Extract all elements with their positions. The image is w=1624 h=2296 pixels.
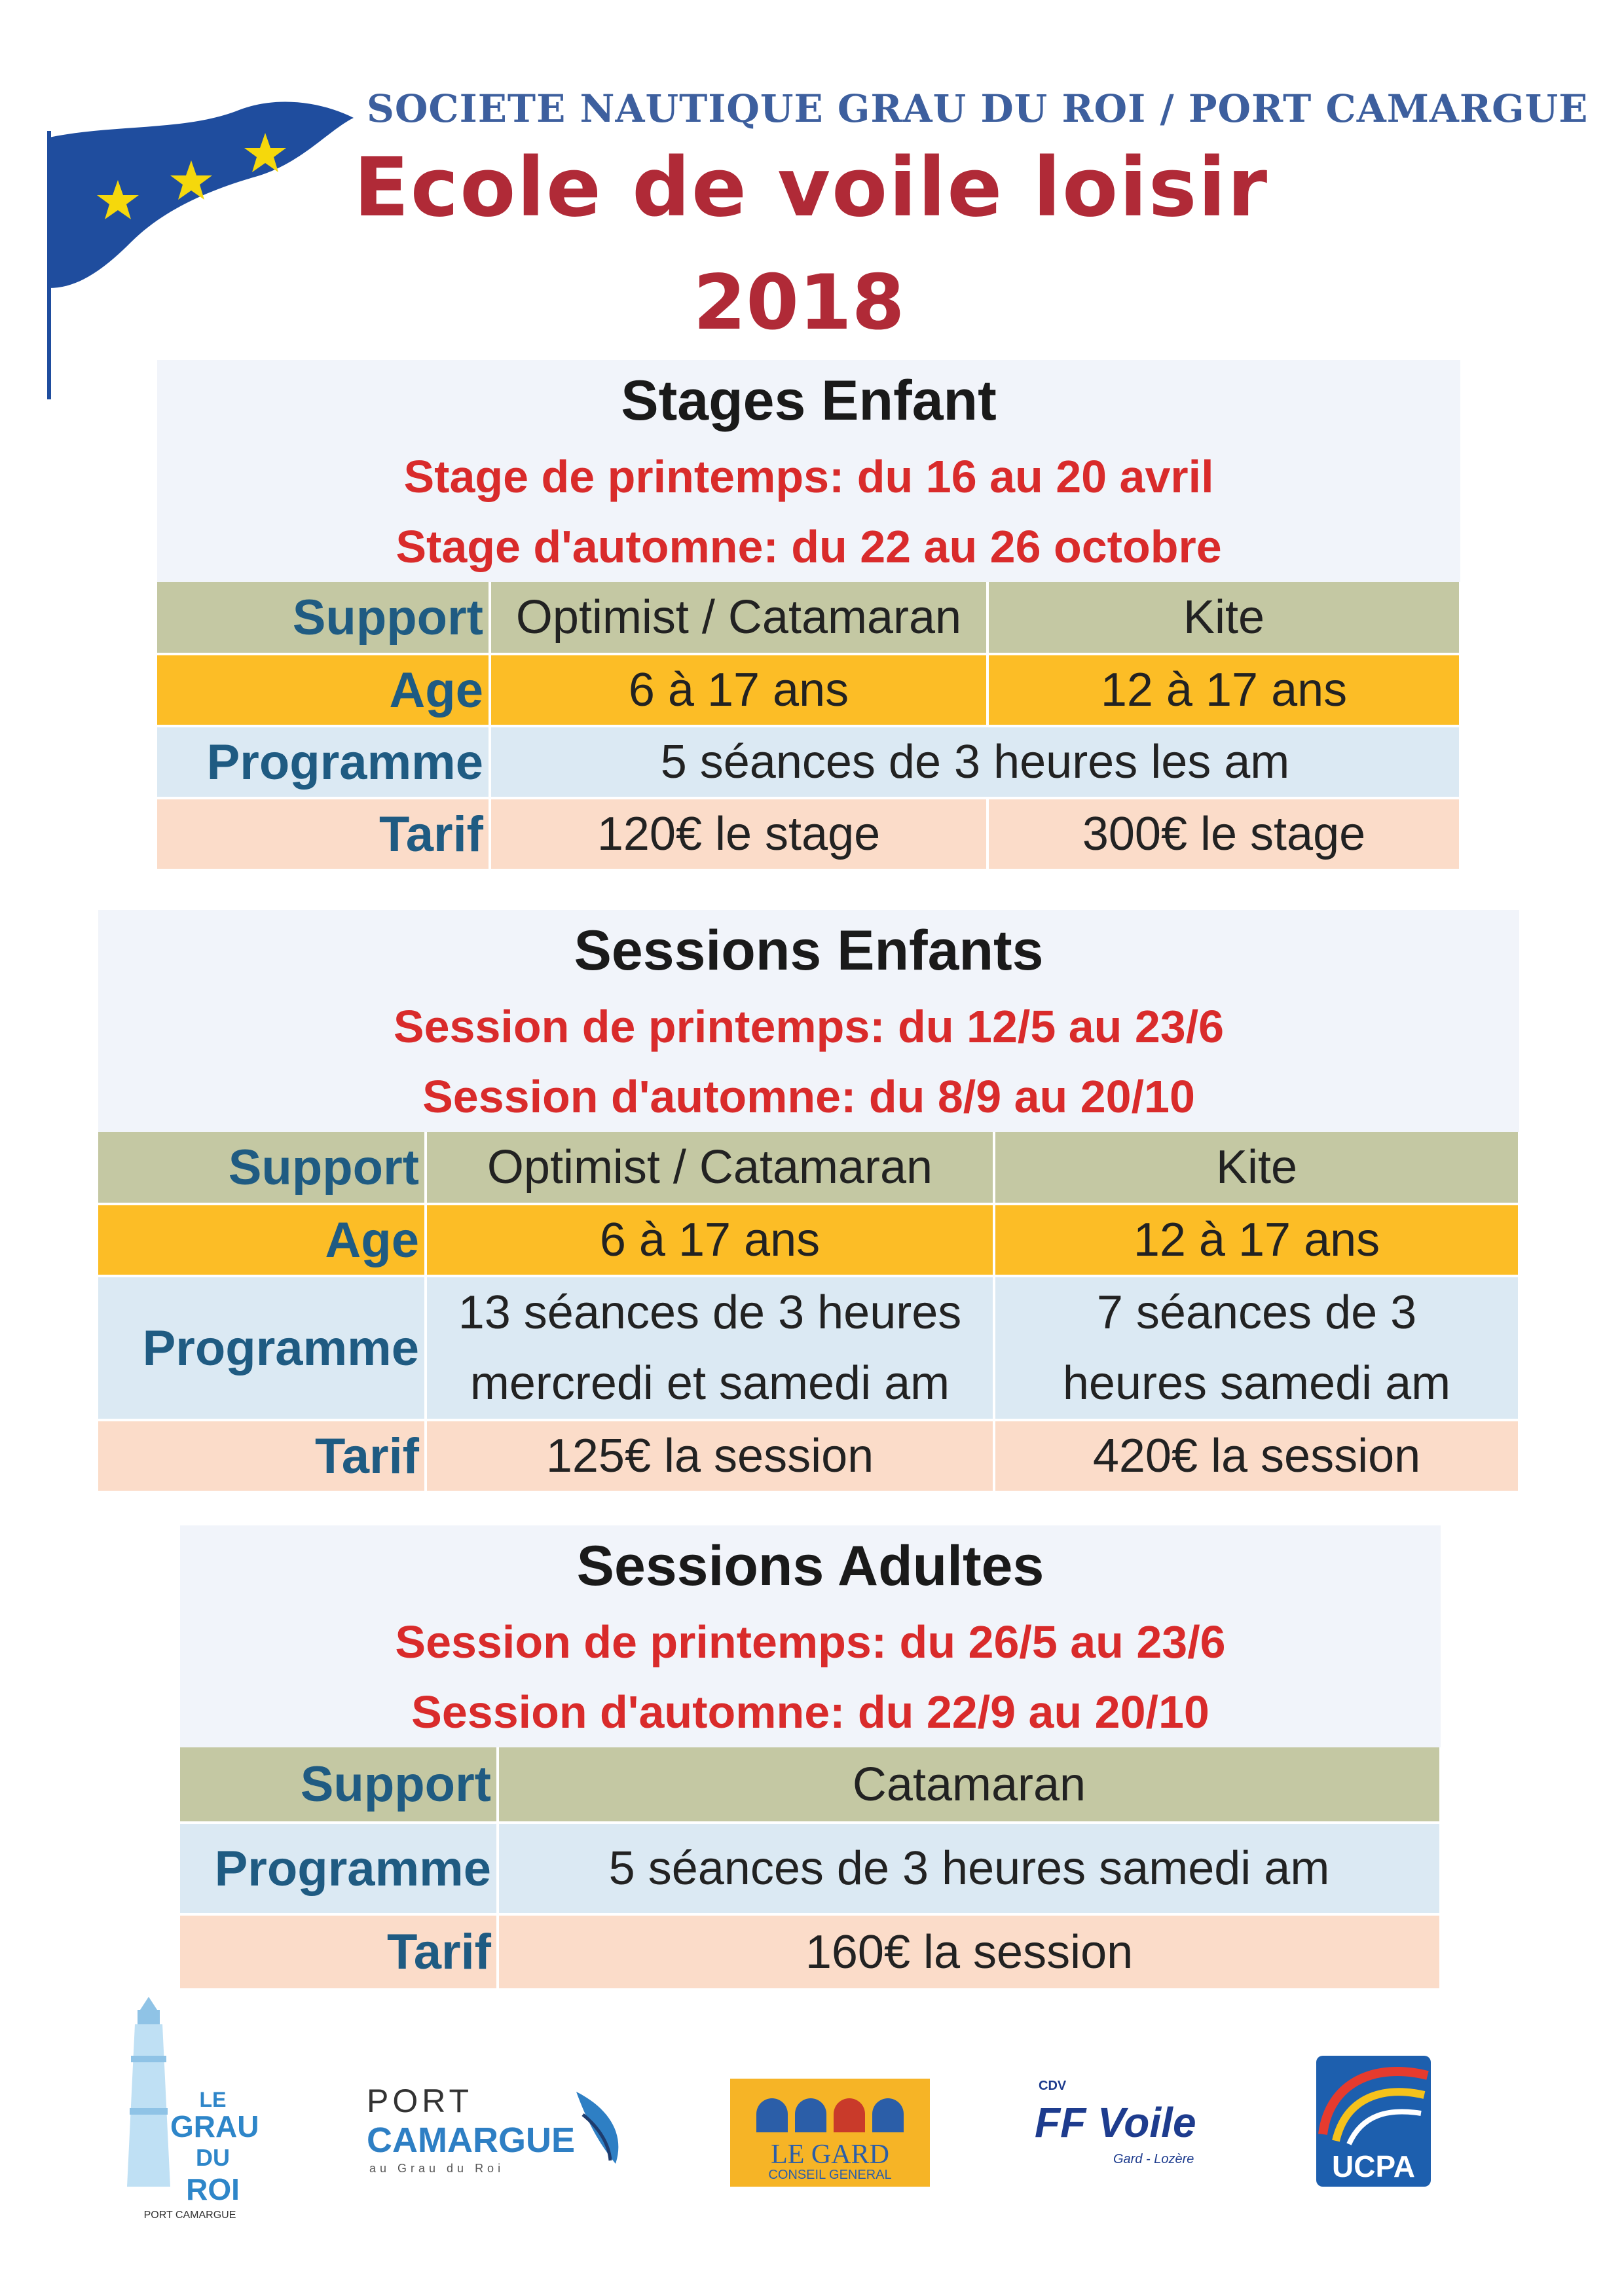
section-sessions-enfants bbox=[98, 910, 1519, 1493]
programme-line: mercredi et samedi am bbox=[470, 1357, 950, 1410]
table-row bbox=[180, 1914, 1441, 1990]
tarif-value: 420€ la session bbox=[994, 1420, 1519, 1492]
row-label-support: Support bbox=[180, 1747, 498, 1823]
table-row bbox=[157, 582, 1460, 654]
programme-line: 7 séances de 3 bbox=[1096, 1286, 1417, 1339]
logo-caption: Gard - Lozère bbox=[1113, 2152, 1194, 2166]
row-label-age: Age bbox=[157, 654, 490, 726]
logo-line: FF Voile bbox=[1035, 2099, 1196, 2146]
table-row bbox=[180, 1823, 1441, 1914]
age-value: 6 à 17 ans bbox=[490, 654, 987, 726]
tarif-value: 160€ la session bbox=[498, 1914, 1441, 1990]
table-row bbox=[98, 1276, 1519, 1420]
support-value: Kite bbox=[994, 1132, 1519, 1204]
row-label-programme: Programme bbox=[157, 726, 490, 798]
spring-dates: Stage de printemps: du 16 au 20 avril bbox=[403, 451, 1214, 502]
logo-line: LE bbox=[199, 2088, 227, 2111]
sail-icon bbox=[563, 2088, 629, 2167]
autumn-dates: Stage d'automne: du 22 au 26 octobre bbox=[396, 521, 1222, 572]
logo-line: UCPA bbox=[1332, 2149, 1415, 2183]
row-label-tarif: Tarif bbox=[180, 1914, 498, 1990]
logo-caption: PORT CAMARGUE bbox=[143, 2210, 236, 2221]
tarif-value: 120€ le stage bbox=[490, 798, 987, 870]
section-title: Sessions Adultes bbox=[576, 1535, 1044, 1597]
stages-enfant-table bbox=[157, 582, 1462, 871]
spring-dates: Session de printemps: du 26/5 au 23/6 bbox=[395, 1616, 1226, 1667]
spring-dates: Session de printemps: du 12/5 au 23/6 bbox=[393, 1001, 1225, 1052]
logo-ucpa bbox=[1316, 2056, 1431, 2187]
year-heading bbox=[0, 259, 1624, 347]
programme-line: 13 séances de 3 heures bbox=[458, 1286, 962, 1339]
table-row bbox=[157, 654, 1460, 726]
programme-value bbox=[994, 1276, 1519, 1420]
logo-line: LE GARD bbox=[771, 2140, 889, 2170]
row-label-support: Support bbox=[98, 1132, 426, 1204]
logo-ffvoile bbox=[1035, 2079, 1205, 2177]
tarif-value: 300€ le stage bbox=[987, 798, 1460, 870]
logo-line: CONSEIL GENERAL bbox=[768, 2168, 892, 2182]
section-stages-enfant bbox=[157, 360, 1460, 871]
row-label-support: Support bbox=[157, 582, 490, 654]
sessions-enfants-table bbox=[98, 1132, 1521, 1493]
support-value: Kite bbox=[987, 582, 1460, 654]
programme-value: 5 séances de 3 heures samedi am bbox=[498, 1823, 1441, 1914]
logo-line: CAMARGUE bbox=[367, 2121, 575, 2160]
section-sessions-adultes bbox=[180, 1525, 1441, 1991]
logo-line: ROI bbox=[186, 2172, 240, 2206]
logo-line: PORT bbox=[367, 2083, 473, 2119]
year-text: 2018 bbox=[693, 259, 905, 347]
section-header bbox=[98, 910, 1519, 1132]
age-value: 12 à 17 ans bbox=[994, 1204, 1519, 1276]
page-title: Ecole de voile loisir bbox=[354, 141, 1269, 235]
programme-line: heures samedi am bbox=[1062, 1357, 1451, 1410]
programme-value bbox=[426, 1276, 994, 1420]
table-row bbox=[157, 798, 1460, 870]
arches-icon bbox=[756, 2098, 904, 2132]
logo-line: CDV bbox=[1039, 2079, 1067, 2093]
section-header bbox=[157, 360, 1460, 582]
table-row bbox=[180, 1747, 1441, 1823]
programme-value: 5 séances de 3 heures les am bbox=[490, 726, 1460, 798]
table-row bbox=[157, 726, 1460, 798]
row-label-tarif: Tarif bbox=[98, 1420, 426, 1492]
sessions-adultes-table bbox=[180, 1747, 1442, 1991]
table-row bbox=[98, 1420, 1519, 1492]
age-value: 12 à 17 ans bbox=[987, 654, 1460, 726]
logo-caption: au Grau du Roi bbox=[369, 2162, 505, 2175]
logo-port-camargue bbox=[367, 2082, 629, 2180]
section-title: Stages Enfant bbox=[621, 369, 997, 432]
row-label-age: Age bbox=[98, 1204, 426, 1276]
logo-grau-du-roi bbox=[105, 1997, 259, 2232]
logo-line: GRAU bbox=[170, 2109, 259, 2143]
support-value: Optimist / Catamaran bbox=[426, 1132, 994, 1204]
tarif-value: 125€ la session bbox=[426, 1420, 994, 1492]
row-label-programme: Programme bbox=[98, 1276, 426, 1420]
autumn-dates: Session d'automne: du 22/9 au 20/10 bbox=[411, 1686, 1209, 1738]
section-header bbox=[180, 1525, 1441, 1747]
section-title: Sessions Enfants bbox=[574, 919, 1044, 982]
ucpa-swoosh-icon bbox=[1316, 2056, 1431, 2147]
table-row bbox=[98, 1204, 1519, 1276]
row-label-programme: Programme bbox=[180, 1823, 498, 1914]
logo-le-gard bbox=[730, 2079, 930, 2187]
logo-line: DU bbox=[196, 2144, 230, 2171]
age-value: 6 à 17 ans bbox=[426, 1204, 994, 1276]
autumn-dates: Session d'automne: du 8/9 au 20/10 bbox=[422, 1071, 1195, 1122]
society-name: SOCIETE NAUTIQUE GRAU DU ROI / PORT CAMARGUE bbox=[367, 86, 1589, 131]
row-label-tarif: Tarif bbox=[157, 798, 490, 870]
support-value: Optimist / Catamaran bbox=[490, 582, 987, 654]
club-pennant-flag bbox=[39, 92, 367, 406]
support-value: Catamaran bbox=[498, 1747, 1441, 1823]
table-row bbox=[98, 1132, 1519, 1204]
